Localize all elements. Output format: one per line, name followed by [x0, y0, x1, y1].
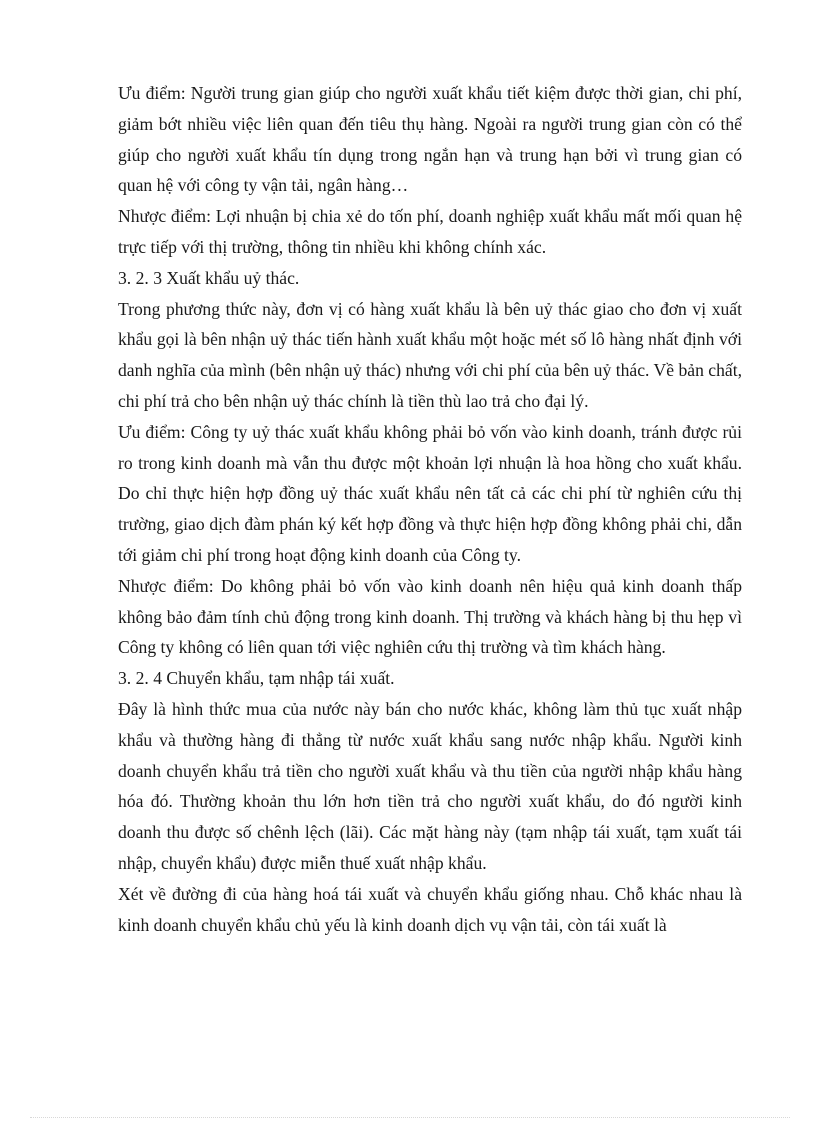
paragraph-transit-comparison: Xét về đường đi của hàng hoá tái xuất và chuyển khẩu giống nhau. Chỗ khác nhau là kinh doanh chuyển khẩu chủ yếu là kinh doanh dịch vụ vận tải, còn tái xuất là — [118, 883, 742, 935]
paragraph-entrusted-export-method: Trong phương thức này, đơn vị có hàng xuất khẩu là bên uỷ thác giao cho đơn vị xuất khẩu gọi là bên nhận uỷ thác tiến hành xuất khẩu một hoặc mét số lô hàng nhất định với danh nghĩa của mình (bên nhận uỷ thác) nhưng với chi phí của bên uỷ thác. Về bản chất, chi phí trả cho bên nhận uỷ thác chính là tiền thù lao trả cho đại lý. — [118, 298, 742, 411]
page-bottom-divider — [30, 1117, 790, 1118]
paragraph-advantages-intermediary: Ưu điểm: Người trung gian giúp cho người xuất khẩu tiết kiệm được thời gian, chi phí, giảm bớt nhiều việc liên quan đến tiêu thụ hàng. Ngoài ra người trung gian còn có thể giúp cho người xuất khẩu tín dụng trong ngắn hạn và trung hạn bởi vì trung gian có quan hệ với công ty vận tải, ngân hàng… — [118, 83, 742, 196]
section-heading-transit-reexport: 3. 2. 4 Chuyển khẩu, tạm nhập tái xuất. — [118, 668, 395, 689]
section-heading-entrusted-export: 3. 2. 3 Xuất khẩu uỷ thác. — [118, 267, 300, 288]
document-body — [118, 78, 742, 940]
paragraph-transit-definition: Đây là hình thức mua của nước này bán cho nước khác, không làm thủ tục xuất nhập khẩu và thường hàng đi thẳng từ nước xuất khẩu sang nước nhập khẩu. Người kinh doanh chuyển khẩu trả tiền cho người xuất khẩu và thu tiền của người nhập khẩu hàng hóa đó. Thường khoản thu lớn hơn tiền trả cho người xuất khẩu, do đó người kinh doanh thu được số chênh lệch (lãi). Các mặt hàng này (tạm nhập tái xuất, tạm xuất tái nhập, chuyển khẩu) được miễn thuế xuất nhập khẩu. — [118, 698, 742, 873]
paragraph-disadvantages-intermediary: Nhược điểm: Lợi nhuận bị chia xẻ do tốn phí, doanh nghiệp xuất khẩu mất mối quan hệ trực tiếp với thị trường, thông tin nhiều khi không chính xác. — [118, 206, 742, 257]
paragraph-disadvantages-entrusted: Nhược điểm: Do không phải bỏ vốn vào kinh doanh nên hiệu quả kinh doanh thấp không bảo đảm tính chủ động trong kinh doanh. Thị trường và khách hàng bị thu hẹp vì Công ty không có liên quan tới việc nghiên cứu thị trường và tìm khách hàng. — [118, 575, 742, 658]
paragraph-advantages-entrusted: Ưu điểm: Công ty uỷ thác xuất khẩu không phải bỏ vốn vào kinh doanh, tránh được rủi ro trong kinh doanh mà vẫn thu được một khoản lợi nhuận là hoa hồng cho xuất khẩu. Do chỉ thực hiện hợp đồng uỷ thác xuất khẩu nên tất cả các chi phí từ nghiên cứu thị trường, giao dịch đàm phán ký kết hợp đồng và thực hiện hợp đồng không phải chi, dẫn tới giảm chi phí trong hoạt động kinh doanh của Công ty. — [118, 421, 742, 565]
